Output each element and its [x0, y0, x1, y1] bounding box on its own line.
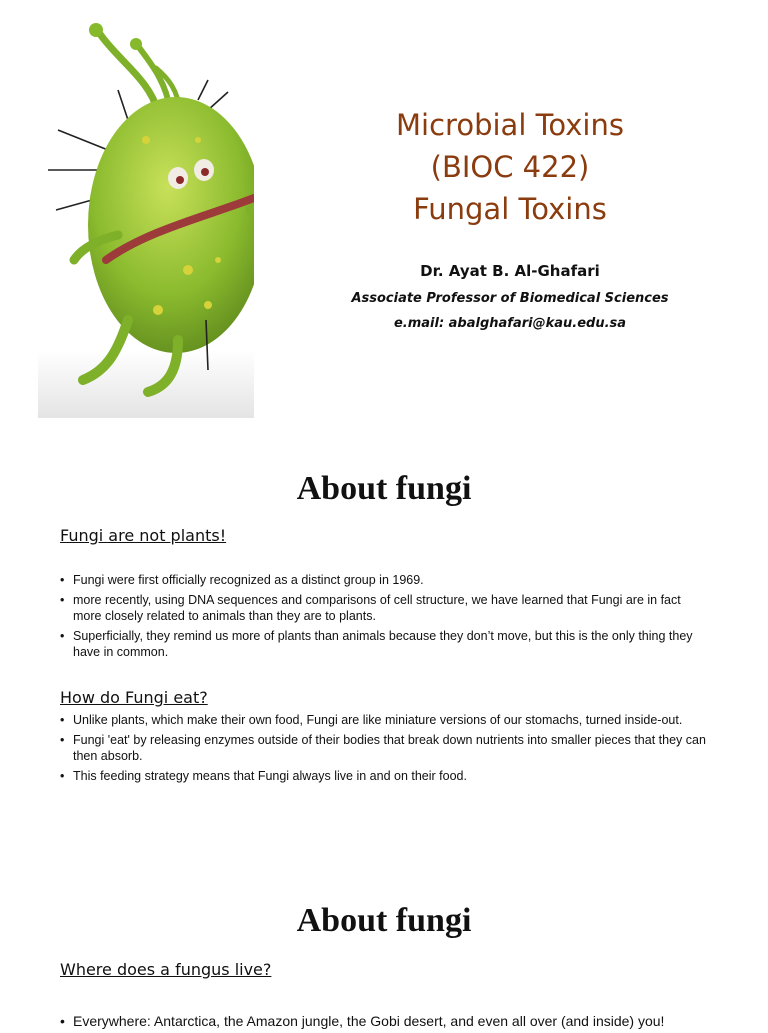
author-name: Dr. Ayat B. Al-Ghafari	[420, 262, 600, 280]
title-block	[330, 104, 690, 230]
title-line-2: (BIOC 422)	[430, 150, 590, 184]
list-item: • Fungi were first officially recognized as a distinct group in 1969.	[60, 572, 710, 588]
title-line-3: Fungal Toxins	[413, 192, 607, 226]
list-item: • This feeding strategy means that Fungi always live in and on their food.	[60, 768, 710, 784]
about-fungi-slide	[0, 440, 768, 830]
list-item: • Fungi 'eat' by releasing enzymes outside of their bodies that break down nutrients into smaller pieces that they can then absorb.	[60, 732, 710, 764]
author-role: Associate Professor of Biomedical Sciences	[351, 291, 669, 306]
slide-heading: About fungi	[296, 902, 472, 939]
list-item: • Everywhere: Antarctica, the Amazon jungle, the Gobi desert, and even all over (and inside) you!	[60, 1013, 710, 1029]
list-item: • more recently, using DNA sequences and comparisons of cell structure, we have learned that Fungi are in fact more closely related to animals than they are to plants.	[60, 592, 710, 624]
section-title-plants: Fungi are not plants!	[60, 526, 227, 545]
section-title-eat: How do Fungi eat?	[60, 688, 208, 707]
germ-illustration	[38, 20, 254, 418]
slide-heading: About fungi	[296, 470, 472, 507]
author-email: e.mail: abalghafari@kau.edu.sa	[393, 316, 627, 331]
list-item: • Superficially, they remind us more of plants than animals because they don’t move, but this is the only thing they have in common.	[60, 628, 710, 660]
section-title-live: Where does a fungus live?	[60, 960, 272, 979]
title-slide	[0, 0, 768, 430]
list-item: • Unlike plants, which make their own food, Fungi are like miniature versions of our stomachs, turned inside-out.	[60, 712, 710, 728]
bullet-list-live	[60, 1013, 710, 1033]
bullet-list-plants	[60, 572, 710, 664]
bullet-list-eat	[60, 712, 710, 788]
about-fungi-slide-2	[0, 880, 768, 1029]
title-line-1: Microbial Toxins	[396, 108, 624, 142]
